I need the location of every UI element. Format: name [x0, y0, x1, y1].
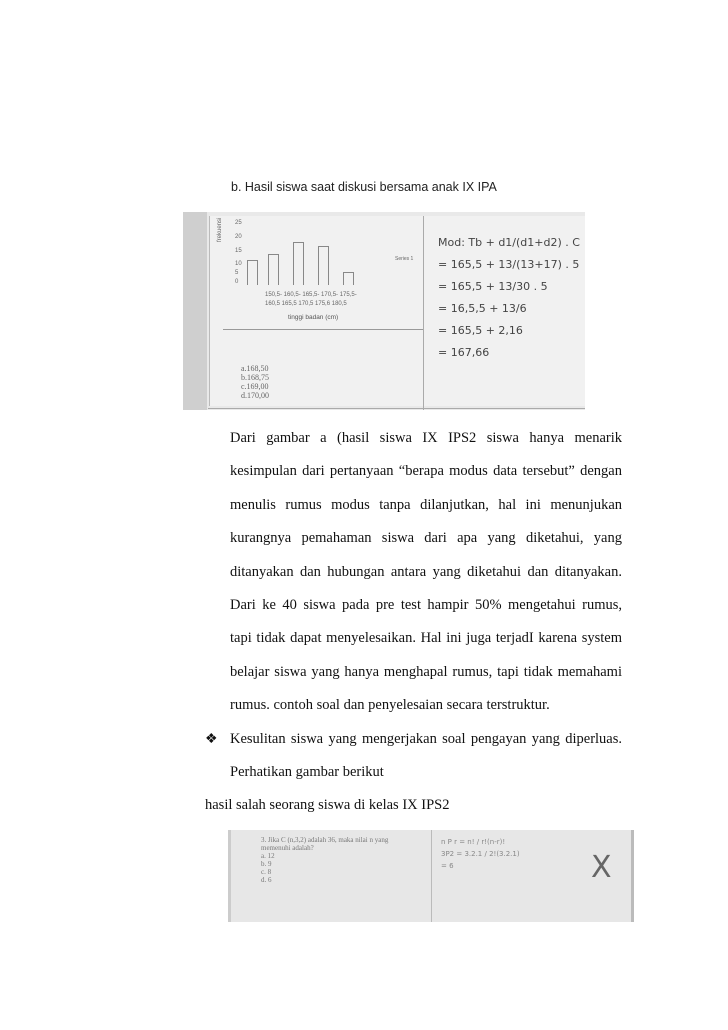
paragraph-line: Dari gambar a (hasil siswa IX IPS2 siswa hanya menarik: [230, 430, 622, 446]
scan-edge: [183, 212, 207, 410]
paragraph-line: kurangnya pemahaman siswa dari apa yang diketahui, yang: [230, 530, 622, 546]
handwritten-work: [441, 836, 520, 872]
figure-caption: b. Hasil siswa saat diskusi bersama anak IX IPA: [231, 180, 497, 194]
y-tick: 0: [235, 279, 239, 285]
histogram-bar: [247, 260, 258, 285]
histogram-bar: [318, 246, 329, 285]
hand-line: Mod: Tb + d1/(d1+d2) . C: [438, 236, 580, 249]
diamond-bullet-icon: ❖: [205, 732, 218, 747]
sub-caption: hasil salah seorang siswa di kelas IX IPS2: [205, 797, 450, 813]
hand-line: = 16,5,5 + 13/6: [438, 302, 527, 315]
answer-options: [241, 364, 269, 400]
histogram-bar: [343, 272, 354, 285]
hand-line: = 167,66: [438, 346, 490, 359]
divider: [208, 408, 585, 409]
paragraph-line: menulis rumus modus tanpa dilanjutkan, hal ini menunjukan: [230, 497, 622, 513]
y-tick: 15: [235, 248, 242, 254]
question-line: c. 8: [261, 868, 272, 876]
hand-line: = 165,5 + 2,16: [438, 324, 523, 337]
paragraph-line: Dari ke 40 siswa pada pre test hampir 50% mengetahui rumus,: [230, 597, 622, 613]
x-tick-row: 150,5- 160,5- 165,5- 170,5- 175,5-: [265, 292, 357, 298]
scanned-student-work-figure: [183, 212, 585, 410]
chart-legend: Series 1: [395, 256, 414, 262]
question-line: d. 6: [261, 876, 272, 884]
y-tick: 10: [235, 261, 242, 267]
handwritten-calculation: [438, 232, 580, 364]
bullet-continuation: Perhatikan gambar berikut: [230, 764, 384, 780]
scanned-student-answer-figure: [228, 830, 634, 922]
divider: [431, 830, 432, 922]
hand-line: = 165,5 + 13/(13+17) . 5: [438, 258, 580, 271]
question-line: a. 12: [261, 852, 275, 860]
wrong-mark-icon: X: [591, 850, 612, 885]
x-axis-label: tinggi badan (cm): [288, 314, 339, 321]
histogram-bar: [293, 242, 304, 285]
y-tick: 25: [235, 220, 242, 226]
paragraph-line: tapi tidak dapat menyelesaikan. Hal ini juga terjadI karena system: [230, 630, 622, 646]
option: b.168,75: [241, 373, 269, 382]
question-text: [261, 836, 388, 884]
histogram-bar: [268, 254, 279, 285]
x-tick-row: 160,5 165,5 170,5 175,6 180,5: [265, 301, 347, 307]
work-line: 3P2 = 3.2.1 / 2!(3.2.1): [441, 850, 520, 858]
option: d.170,00: [241, 391, 269, 400]
paragraph-line: kesimpulan dari pertanyaan “berapa modus data tersebut” dengan: [230, 463, 622, 479]
paragraph-line: belajar siswa yang hanya menghapal rumus, tapi tidak memahami: [230, 664, 622, 680]
divider: [423, 216, 424, 410]
y-axis-label: frekuensi: [217, 217, 223, 242]
paragraph-line: ditanyakan dan hubungan antara yang diketahui dan ditanyakan.: [230, 564, 622, 580]
work-line: = 6: [441, 862, 454, 870]
y-tick: 20: [235, 234, 242, 240]
work-line: n P r = n! / r!(n-r)!: [441, 838, 506, 846]
divider: [223, 329, 423, 330]
paragraph-line: rumus. contoh soal dan penyelesaian secara terstruktur.: [230, 697, 550, 713]
y-tick: 5: [235, 270, 239, 276]
bullet-text: Kesulitan siswa yang mengerjakan soal pengayan yang diperluas.: [230, 731, 622, 747]
question-line: b. 9: [261, 860, 272, 868]
question-line: memenuhi adalah?: [261, 844, 314, 852]
option: a.168,50: [241, 364, 269, 373]
option: c.169,00: [241, 382, 269, 391]
hand-line: = 165,5 + 13/30 . 5: [438, 280, 548, 293]
question-line: 3. Jika C (n,3,2) adalah 36, maka nilai n yang: [261, 836, 389, 844]
